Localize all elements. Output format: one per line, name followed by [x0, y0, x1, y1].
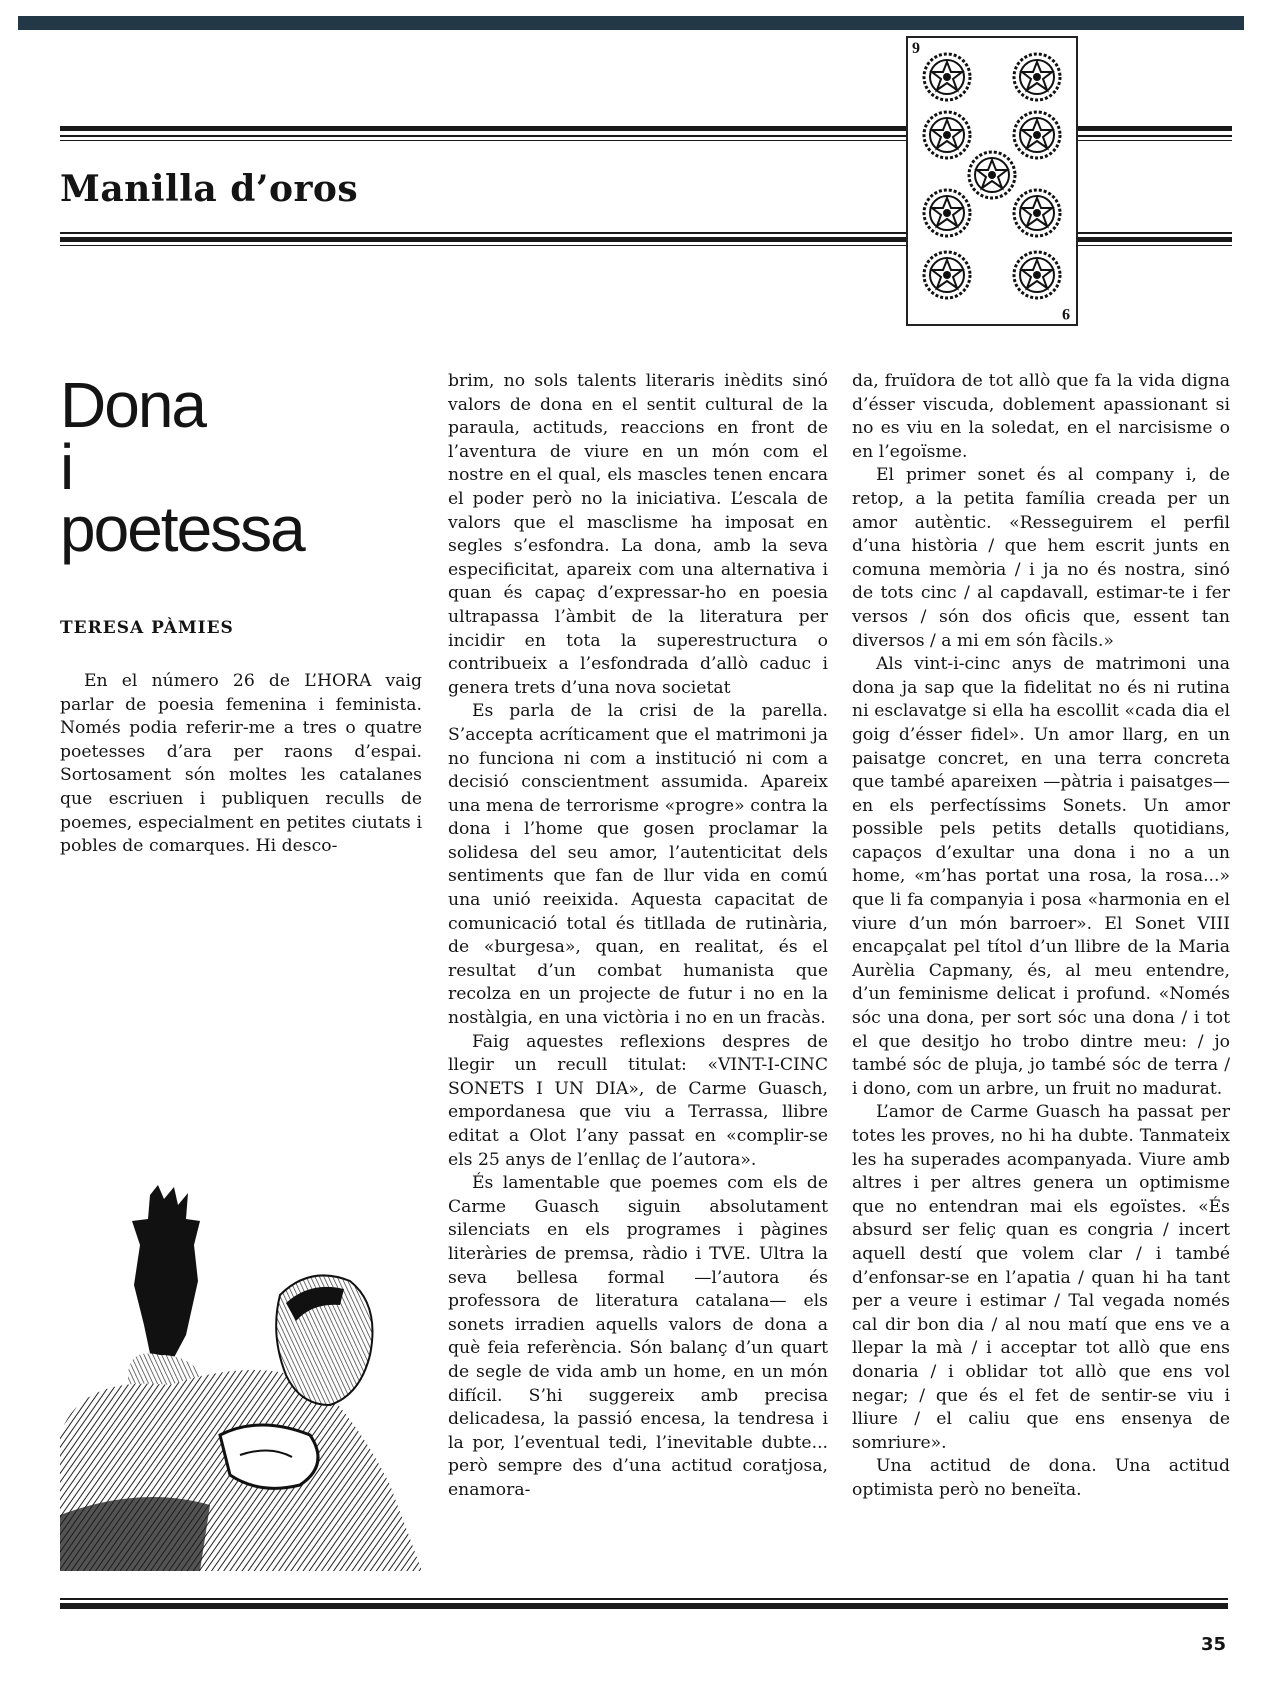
paragraph: El primer sonet és al company i, de retop, a la petita família creada per un amor autèntic. «Resseguirem el perfil d’una història / que hem escrit junts en comuna memòria / i ja no és nostra, sinó de tots cinc / al capdavall, estimar-te i fer versos / són dos oficis que, essent tan diversos / a mi em són fàcils.» [852, 465, 1230, 651]
byline: TERESA PÀMIES [60, 618, 234, 638]
illustration-seated-figure-icon [60, 1185, 422, 1571]
article-title-line2: i [60, 431, 73, 503]
section-title: Manilla d’oros [60, 168, 359, 210]
paragraph: És lamentable que poemes com els de Carme Guasch siguin absolutament silenciats en els programes i pàgines literàries de premsa, ràdio i TVE. Ultra la seva bellesa formal —l’autora és professora de literatura catalana— els sonets irradien aquells valors de dona a què feia referència. Són balanç d’un quart de segle de vida amb un home, en un món difícil. S’hi suggereix amb precisa delicadesa, la passió encesa, la tendresa i la por, l’eventual tedi, l’inevitable dubte... però sempre des d’una actitud coratjosa, enamora- [448, 1173, 828, 1500]
article-title-line1: Dona [60, 369, 205, 441]
article-title-line3: poetessa [60, 493, 304, 565]
paragraph: Als vint-i-cinc anys de matrimoni una dona ja sap que la fidelitat no és ni rutina ni esclavatge si ella ha escollit «cada dia el goig d’ésser fidel». Un amor llarg, en un paisatge concret, en una terra concreta que també apareixen —pàtria i paisatges— en els perfectíssims Sonets. Un amor possible pels petits detalls quotidians, capaços d’exultar una dona i no a un home, «m’has portat una rosa, la rosa...» que li fa companyia i posa «harmonia en el viure d’un món barroer». El Sonet VIII encapçalat pel títol d’un llibre de la Maria Aurèlia Capmany, és, al meu entendre, d’un feminisme delicat i profund. «Només sóc una dona, per sort sóc una dona / i tot el que desitjo ho trobo dintre meu: / jo també sóc de pluja, jo també sóc de terra / i dono, com un arbre, un fruit no madurat. [852, 654, 1230, 1099]
coin-icon [922, 52, 972, 102]
footer-rule-thin [60, 1598, 1228, 1600]
footer-rule-thick [60, 1603, 1228, 1609]
page-number: 35 [1200, 1634, 1226, 1655]
paragraph: Es parla de la crisi de la parella. S’accepta acríticament que el matrimoni ja no funciona ni com a institució ni com a decisió conscientment assumida. Apareix una mena de terrorisme «progre» contra la dona i l’home que gosen proclamar la solidesa del seu amor, l’autenticitat dels sentiments que fan de llur vida en comú una unió reeixida. Aquesta capacitat de comunicació total és titllada de rutinària, de «burgesa», quan, en realitat, és el resultat d’un combat humanista que recolza en un projecte de futur i no en la nostàlgia, en una victòria i no en un fracàs. [448, 701, 828, 1029]
coin-icon [922, 110, 972, 160]
coin-icon [1012, 110, 1062, 160]
paragraph: Faig aquestes reflexions despres de llegir un recull titulat: «VINT-I-CINC SONETS I UN DIA», de Carme Guasch, empordanesa que viu a Terrassa, llibre editat a Olot l’any passat en «complir-se els 25 anys de l’enllaç de l’autora». [448, 1031, 828, 1170]
coin-icon [1012, 188, 1062, 238]
card-index-top: 9 [912, 40, 920, 57]
top-border [18, 16, 1244, 30]
paragraph: En el número 26 de L’HORA vaig parlar de poesia femenina i feminista. Només podia referir-me a tres o quatre poetesses d’ara per raons d’espai. Sortosament són moltes les catalanes que escriuen i publiquen reculls de poemes, especialment en petites ciutats i pobles de comarques. Hi desco- [60, 671, 422, 857]
paragraph: brim, no sols talents literaris inèdits sinó valors de dona en el sentit cultural de la paraula, actituds, reaccions en front de l’aventura de viure en un món com el nostre en el qual, els mascles tenen encara el poder però no la iniciativa. L’escala de valors que el masclisme ha imposat en segles s’esfondra. La dona, amb la seva especificitat, apareix com una alternativa i quan és capaç d’expressar-ho en poesia ultrapassa l’àmbit de la literatura per incidir en tota la superestructura o contribueix a l’esfondrada d’allò caduc i genera trets d’una nova societat [448, 371, 828, 698]
article-title [60, 368, 400, 566]
article-column-2 [448, 370, 828, 1503]
coin-icon [967, 150, 1017, 200]
coin-icon [922, 250, 972, 300]
article-column-1 [60, 670, 422, 859]
coin-icon [1012, 250, 1062, 300]
paragraph: da, fruïdora de tot allò que fa la vida digna d’ésser viscuda, doblement apassionant si no es viu en la soledat, en el narcisisme o en l’egoïsme. [852, 371, 1230, 462]
coin-icon [922, 188, 972, 238]
playing-card [906, 36, 1078, 326]
coin-icon [1012, 52, 1062, 102]
article-column-3 [852, 370, 1230, 1503]
paragraph: L’amor de Carme Guasch ha passat per totes les proves, no hi ha dubte. Tanmateix les ha superades acompanyada. Viure amb altres i per altres genera un optimisme que no entendran mai els egoïstes. «És absurd ser feliç quan es congria / incert aquell destí que volem clar / i també d’enfonsar-se en l’apatia / quan hi ha tant per a veure i estimar / Tal vegada només cal dir bon dia / al nou matí que ens ve a llepar la mà / i acceptar tot allò que ens donaria / i oblidar tot allò que ens vol negar; / que és el fet de sentir-se viu i lliure / el caliu que ens ensenya de somriure». [852, 1102, 1230, 1453]
card-index-bottom: 9 [1062, 305, 1070, 322]
paragraph: Una actitud de dona. Una actitud optimista però no beneïta. [852, 1456, 1230, 1500]
